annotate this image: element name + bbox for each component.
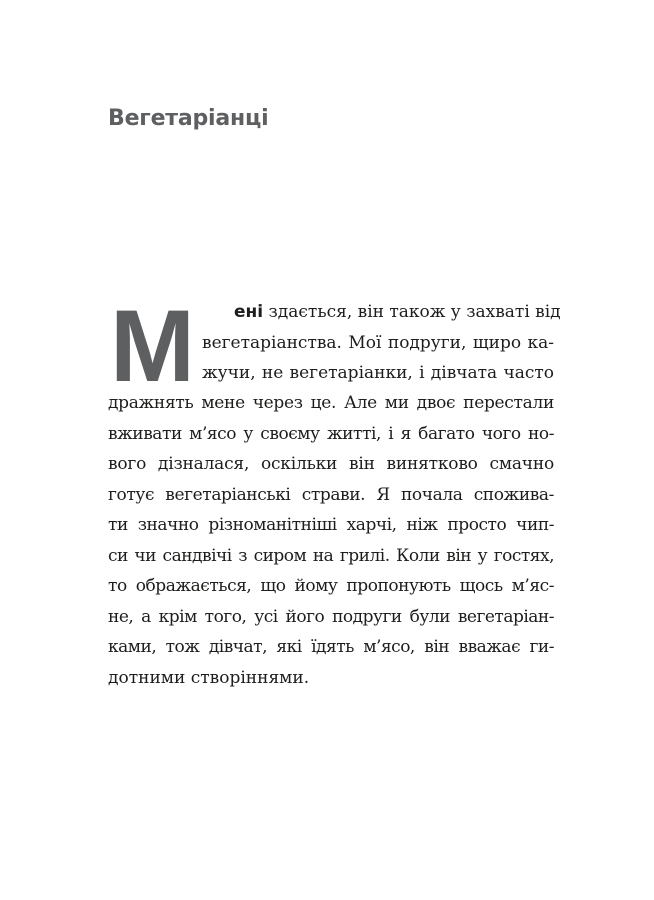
text-line-content: здається, він також у захваті від — [263, 302, 561, 322]
text-line: то ображається, що йому пропонують щось м’яс- — [108, 576, 554, 596]
text-line: не, а крім того, усі його подруги були вегетаріан- — [108, 607, 554, 627]
text-line: ти значно різноманітніші харчі, ніж просто чип- — [108, 515, 554, 535]
text-line: си чи сандвічі з сиром на грилі. Коли він у гостях, — [108, 546, 554, 566]
text-line: дотними створіннями. — [108, 668, 310, 688]
text-line: ками, тож дівчат, які їдять м’ясо, він вважає ги- — [108, 637, 554, 657]
drop-cap: М — [110, 289, 191, 403]
chapter-title: Вегетаріанці — [108, 106, 269, 131]
text-line: жучи, не вегетаріанки, і дівчата часто — [202, 363, 554, 383]
text-line: готує вегетаріанські страви. Я почала спожива- — [108, 485, 554, 505]
lead-word: ені — [234, 302, 264, 322]
text-line: дражнять мене через це. Але ми двоє перестали — [108, 393, 554, 413]
text-line — [234, 302, 561, 322]
text-line: вого дізналася, оскільки він винятково смачно — [108, 454, 554, 474]
text-line: вживати м’ясо у своєму житті, і я багато чого но- — [108, 424, 554, 444]
text-line: вегетаріанства. Мої подруги, щиро ка- — [202, 333, 554, 353]
